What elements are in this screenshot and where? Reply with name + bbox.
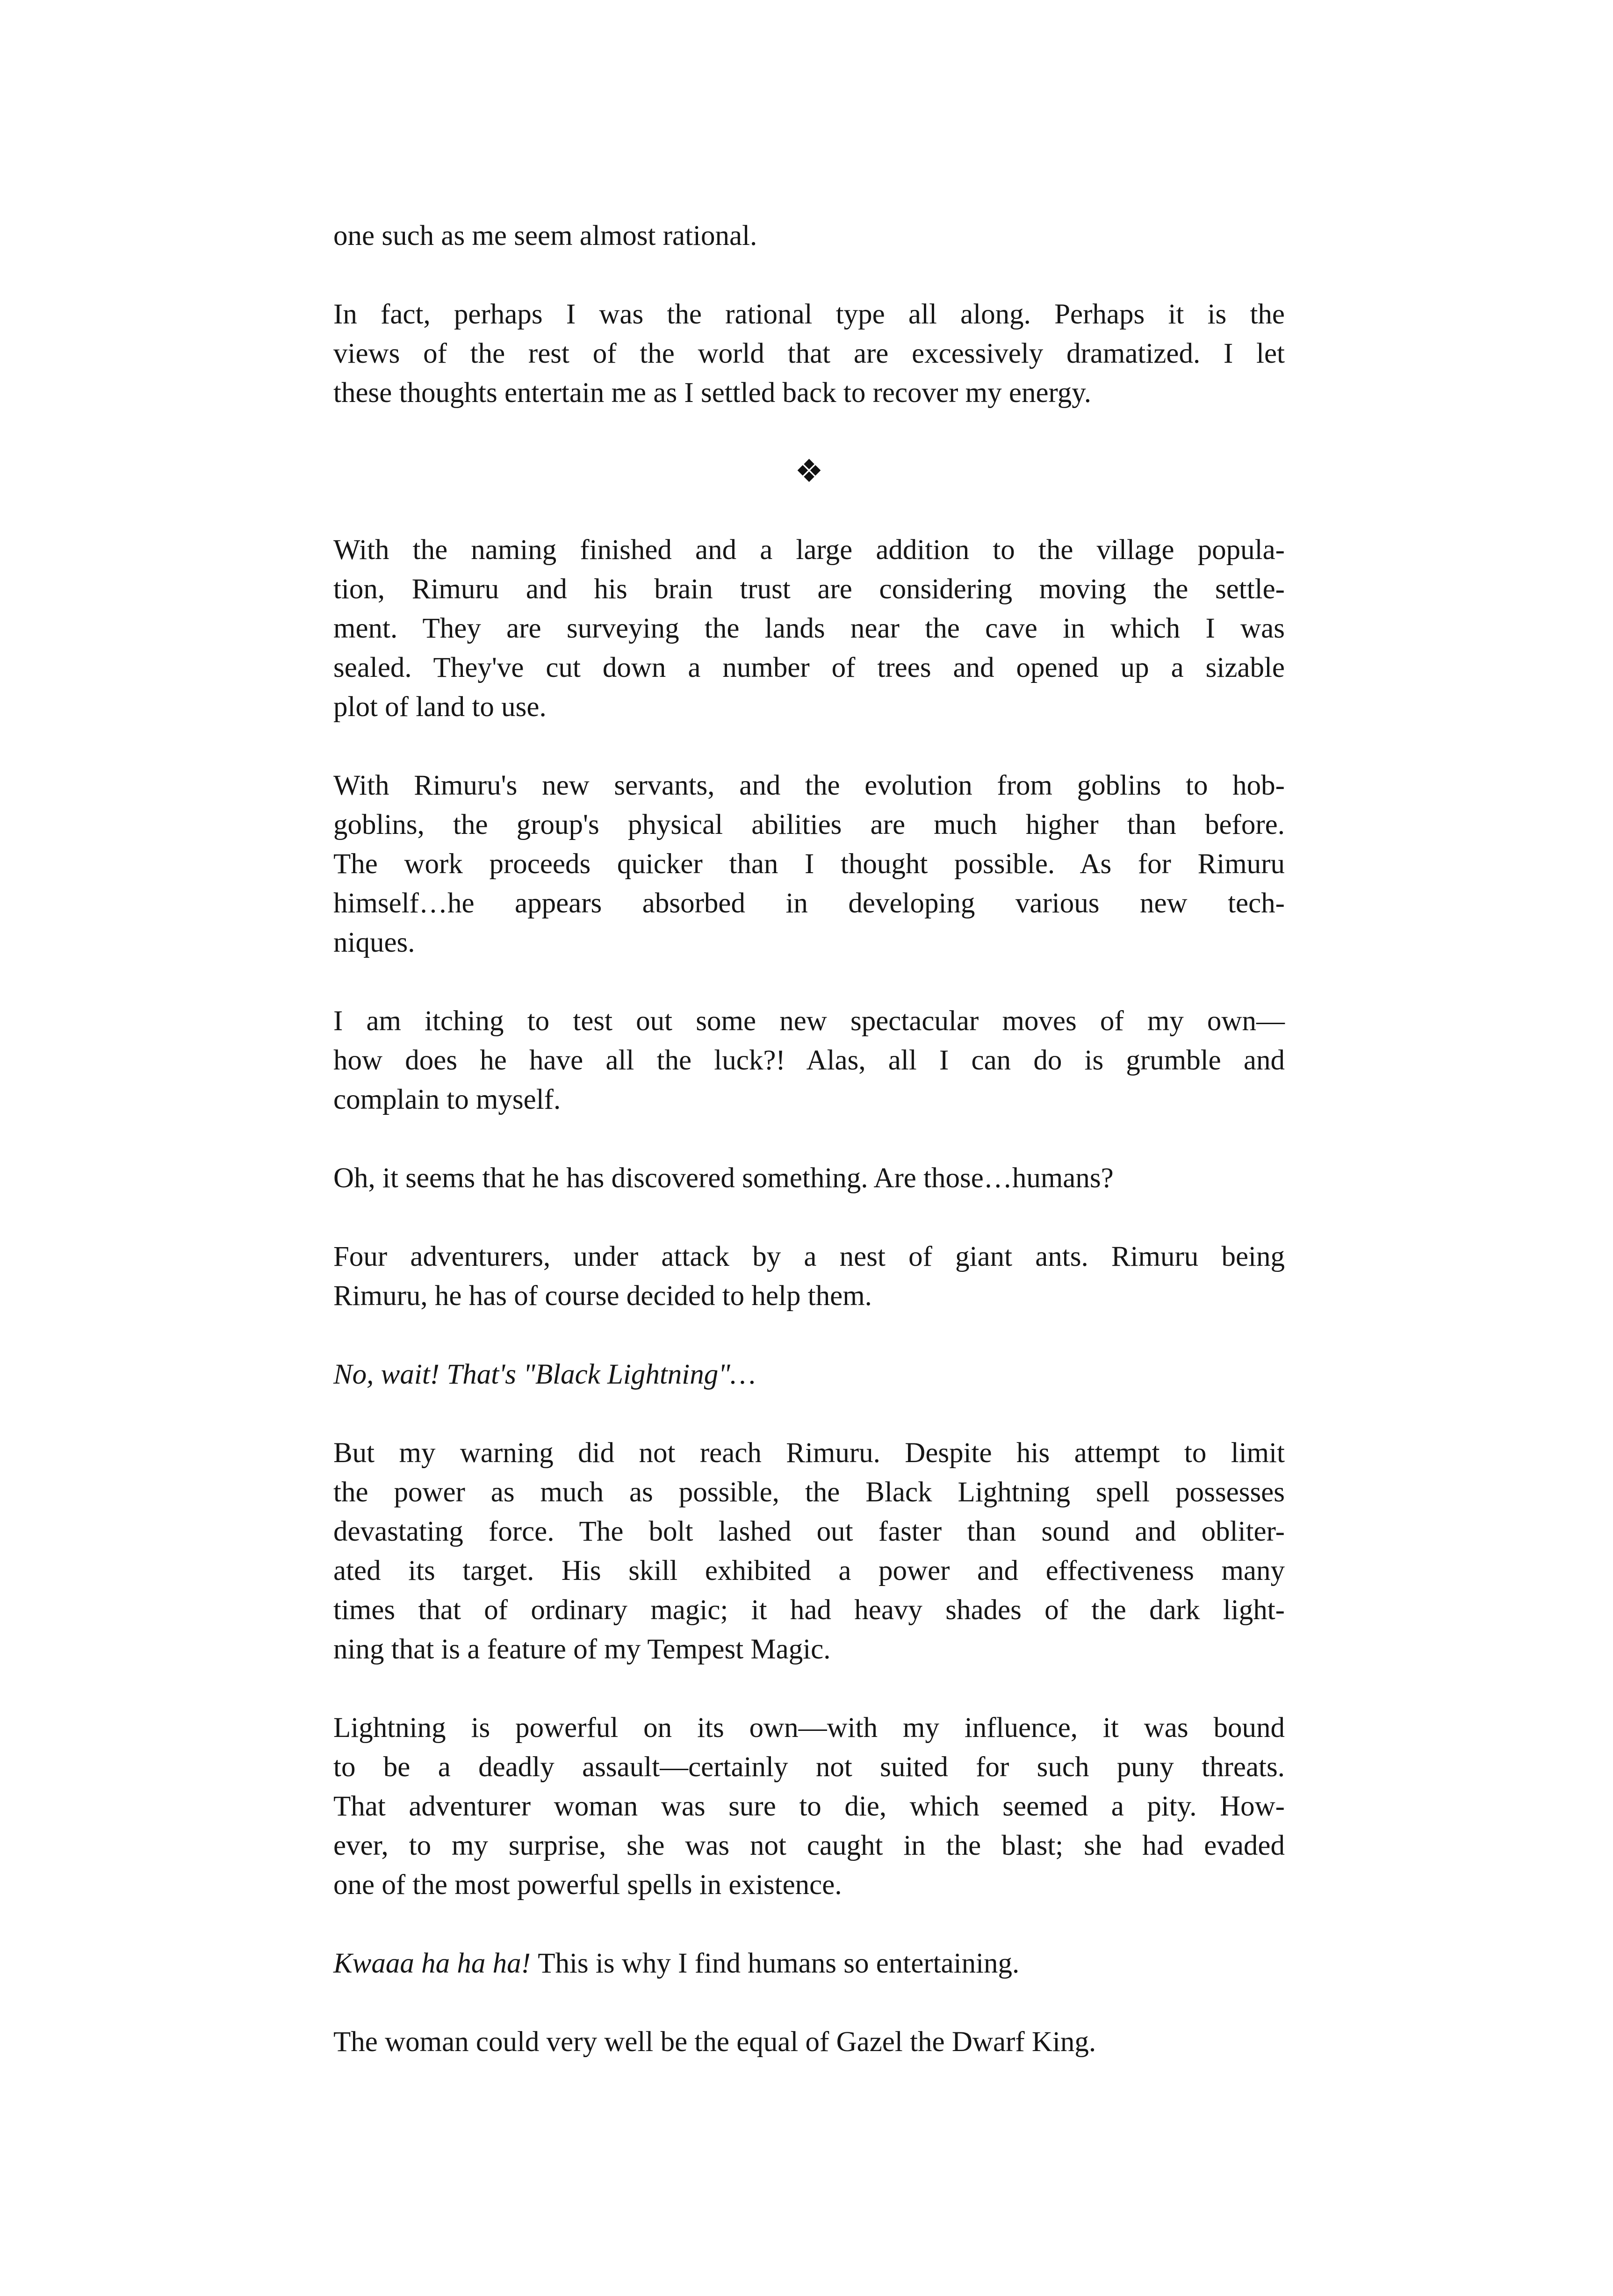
body-text: tion, Rimuru and his brain trust are considering moving the settle- (333, 574, 1285, 605)
text-line (333, 884, 1285, 923)
text-line (333, 570, 1285, 609)
body-text: Rimuru, he has of course decided to help them. (333, 1280, 872, 1312)
paragraph (333, 1944, 1285, 1983)
text-line (333, 805, 1285, 845)
body-text: The work proceeds quicker than I thought possible. As for Rimuru (333, 848, 1285, 880)
section-divider-icon: ❖ (795, 453, 823, 490)
body-text: niques. (333, 927, 415, 958)
body-text: ever, to my surprise, she was not caught in the blast; she had evaded (333, 1830, 1285, 1861)
body-text: Lightning is powerful on its own—with my influence, it was bound (333, 1712, 1285, 1744)
body-text: complain to myself. (333, 1084, 561, 1115)
body-text: to be a deadly assault—certainly not suited for such puny threats. (333, 1751, 1285, 1783)
text-line (333, 1787, 1285, 1826)
text-line (333, 1708, 1285, 1748)
body-text: Four adventurers, under attack by a nest of giant ants. Rimuru being (333, 1241, 1285, 1272)
italic-text: Kwaaa ha ha ha! (333, 1948, 538, 1979)
text-line (333, 1473, 1285, 1512)
body-text: ment. They are surveying the lands near the cave in which I was (333, 613, 1285, 644)
body-text: these thoughts entertain me as I settled back to recover my energy. (333, 377, 1092, 409)
body-text: how does he have all the luck?! Alas, all I can do is grumble and (333, 1045, 1285, 1076)
text-line (333, 373, 1285, 413)
text-line (333, 1002, 1285, 1041)
paragraph (333, 1159, 1285, 1198)
text-line (333, 1944, 1285, 1983)
text-line (333, 334, 1285, 373)
body-text: I am itching to test out some new spectacular moves of my own— (333, 1005, 1285, 1037)
body-text: one of the most powerful spells in existence. (333, 1869, 842, 1901)
text-line (333, 1826, 1285, 1866)
body-text: devastating force. The bolt lashed out faster than sound and obliter- (333, 1516, 1285, 1547)
italic-text: No, wait! That's "Black Lightning"… (333, 1359, 756, 1390)
paragraph (333, 766, 1285, 962)
body-text: one such as me seem almost rational. (333, 220, 757, 251)
body-text: ated its target. His skill exhibited a power and effectiveness many (333, 1555, 1285, 1586)
text-line (333, 1080, 1285, 1119)
paragraph (333, 1434, 1285, 1669)
text-line (333, 1630, 1285, 1669)
paragraph (333, 1237, 1285, 1316)
text-line (333, 295, 1285, 334)
text-line (333, 766, 1285, 805)
text-line (333, 1237, 1285, 1277)
text-line (333, 2023, 1285, 2062)
page-text (333, 216, 1285, 2101)
paragraph (333, 2023, 1285, 2062)
body-text: sealed. They've cut down a number of trees and opened up a sizable (333, 652, 1285, 683)
paragraph (333, 1708, 1285, 1905)
text-line (333, 923, 1285, 962)
text-line (333, 688, 1285, 727)
body-text: himself…he appears absorbed in developing various new tech- (333, 888, 1285, 919)
text-line (333, 1866, 1285, 1905)
body-text: This is why I find humans so entertaining. (538, 1948, 1020, 1979)
body-text: Oh, it seems that he has discovered something. Are those…humans? (333, 1162, 1114, 1194)
paragraph (333, 216, 1285, 256)
text-line (333, 1591, 1285, 1630)
text-line (333, 648, 1285, 688)
body-text: plot of land to use. (333, 691, 547, 723)
text-line (333, 216, 1285, 256)
paragraph (333, 1355, 1285, 1394)
body-text: That adventurer woman was sure to die, which seemed a pity. How- (333, 1791, 1285, 1822)
text-line (333, 1434, 1285, 1473)
text-line (333, 1551, 1285, 1591)
paragraph (333, 531, 1285, 727)
body-text: The woman could very well be the equal of Gazel the Dwarf King. (333, 2026, 1096, 2058)
text-line (333, 1277, 1285, 1316)
body-text: ning that is a feature of my Tempest Magic. (333, 1634, 831, 1665)
text-line (333, 1041, 1285, 1080)
paragraph (333, 295, 1285, 413)
body-text: With Rimuru's new servants, and the evolution from goblins to hob- (333, 770, 1285, 801)
text-line (333, 1159, 1285, 1198)
body-text: times that of ordinary magic; it had heavy shades of the dark light- (333, 1594, 1285, 1626)
text-line (333, 1355, 1285, 1394)
body-text: goblins, the group's physical abilities are much higher than before. (333, 809, 1285, 840)
body-text: In fact, perhaps I was the rational type all along. Perhaps it is the (333, 299, 1285, 330)
text-line (333, 845, 1285, 884)
paragraph (333, 1002, 1285, 1119)
text-line (333, 531, 1285, 570)
body-text: But my warning did not reach Rimuru. Despite his attempt to limit (333, 1437, 1285, 1469)
body-text: views of the rest of the world that are excessively dramatized. I let (333, 338, 1285, 369)
text-line (333, 1748, 1285, 1787)
text-line (333, 609, 1285, 648)
text-line (333, 1512, 1285, 1551)
body-text: With the naming finished and a large addition to the village popula- (333, 534, 1285, 566)
body-text: the power as much as possible, the Black Lightning spell possesses (333, 1477, 1285, 1508)
